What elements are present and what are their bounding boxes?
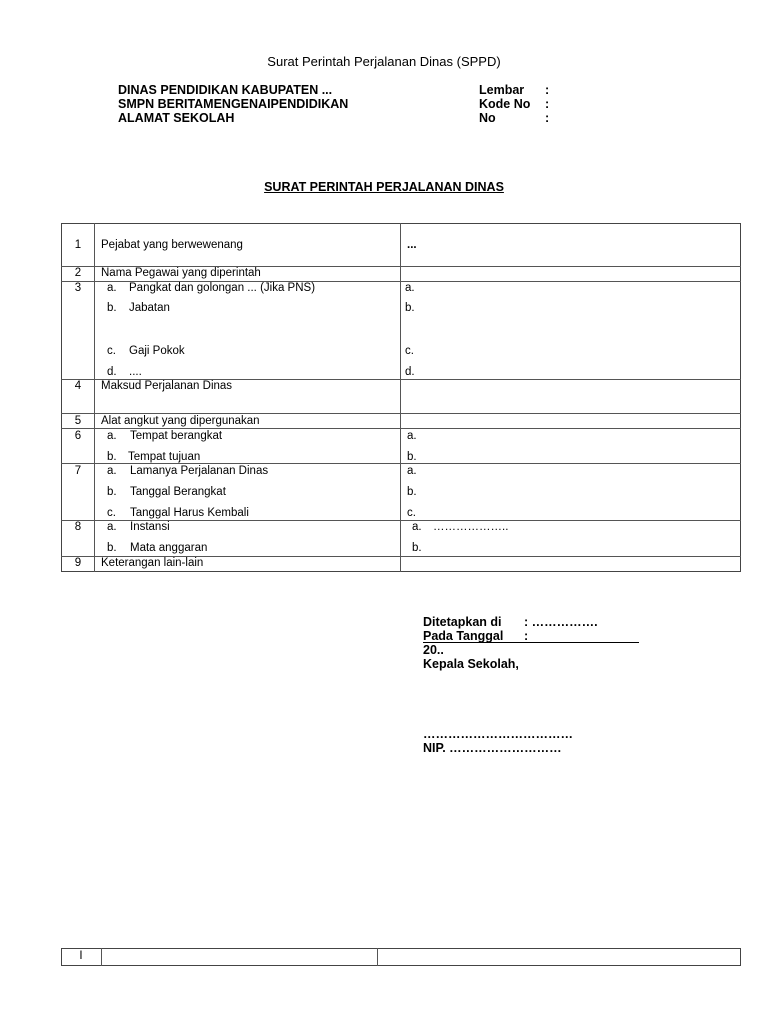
row-label: Pejabat yang berwewenang [101, 239, 243, 251]
row-label: Alat angkut yang dipergunakan [101, 415, 260, 427]
item-value: a. [412, 521, 422, 533]
row-number: 3 [74, 282, 82, 294]
column-divider [377, 948, 378, 966]
item-letter: b. [107, 542, 117, 554]
item-value: c. [405, 345, 414, 357]
footer-table-border [61, 948, 741, 966]
year: 20.. [423, 643, 444, 657]
item-value: a. [407, 430, 417, 442]
item-letter: b. [107, 302, 117, 314]
item-letter: a. [107, 282, 117, 294]
item-letter: b. [107, 451, 117, 463]
item-value: d. [405, 366, 415, 378]
tanggal-value: : [524, 629, 529, 643]
item-letter: a. [107, 465, 117, 477]
row-number: 8 [74, 521, 82, 533]
item-label: Tanggal Berangkat [130, 486, 226, 498]
item-label: Lamanya Perjalanan Dinas [130, 465, 269, 477]
item-letter: c. [107, 507, 116, 519]
item-value: c. [407, 507, 416, 519]
row-number: 4 [74, 380, 82, 392]
header-dinas: DINAS PENDIDIKAN KABUPATEN ... [118, 83, 333, 97]
row-number: 2 [74, 267, 82, 279]
ditetapkan-value: : ……………. [524, 615, 598, 629]
footer-row-number: I [79, 950, 83, 962]
item-label: Jabatan [129, 302, 170, 314]
row-label: Nama Pegawai yang diperintah [101, 267, 261, 279]
item-label: Gaji Pokok [129, 345, 185, 357]
nip: NIP. ……………………… [423, 741, 562, 755]
row-number: 5 [74, 415, 82, 427]
item-label: Instansi [130, 521, 170, 533]
position-title: Kepala Sekolah, [423, 657, 519, 671]
item-letter: d. [107, 366, 117, 378]
row-label: Keterangan lain-lain [101, 557, 204, 569]
header-lembar-label: Lembar [479, 83, 525, 97]
item-label: Tempat tujuan [128, 451, 201, 463]
item-value: b. [405, 302, 415, 314]
item-label: Mata anggaran [130, 542, 208, 554]
row-value: ... [407, 239, 417, 251]
tanggal-label: Pada Tanggal [423, 629, 504, 643]
item-value: b. [412, 542, 422, 554]
row-number: 6 [74, 430, 82, 442]
item-letter: a. [107, 430, 117, 442]
row-number: 1 [74, 239, 82, 251]
item-value-dots: ……………….. [433, 521, 509, 533]
row-divider [61, 428, 741, 429]
ditetapkan-label: Ditetapkan di [423, 615, 502, 629]
header-colon: : [545, 83, 550, 97]
header-address: ALAMAT SEKOLAH [118, 111, 235, 125]
item-value: a. [405, 282, 415, 294]
item-value: b. [407, 486, 417, 498]
row-label: Maksud Perjalanan Dinas [101, 380, 233, 392]
item-label: Tanggal Harus Kembali [130, 507, 249, 519]
item-value: a. [407, 465, 417, 477]
signer-name-line: ……………………………… [423, 727, 573, 741]
tanggal-underline [423, 642, 639, 643]
item-letter: a. [107, 521, 117, 533]
header-colon: : [545, 111, 550, 125]
item-value: b. [407, 451, 417, 463]
item-label: Pangkat dan golongan ... (Jika PNS) [129, 282, 316, 294]
header-school: SMPN BERITAMENGENAIPENDIDIKAN [118, 97, 349, 111]
item-letter: c. [107, 345, 116, 357]
item-label: .... [129, 366, 142, 378]
header-no-label: No [479, 111, 496, 125]
item-letter: b. [107, 486, 117, 498]
row-number: 9 [74, 557, 82, 569]
form-subtitle: SURAT PERINTAH PERJALANAN DINAS [264, 180, 504, 194]
header-colon: : [545, 97, 550, 111]
row-divider [61, 413, 741, 414]
header-kode-label: Kode No [479, 97, 531, 111]
column-divider [101, 948, 102, 966]
row-number: 7 [74, 465, 82, 477]
item-label: Tempat berangkat [130, 430, 223, 442]
document-title: Surat Perintah Perjalanan Dinas (SPPD) [267, 54, 501, 69]
